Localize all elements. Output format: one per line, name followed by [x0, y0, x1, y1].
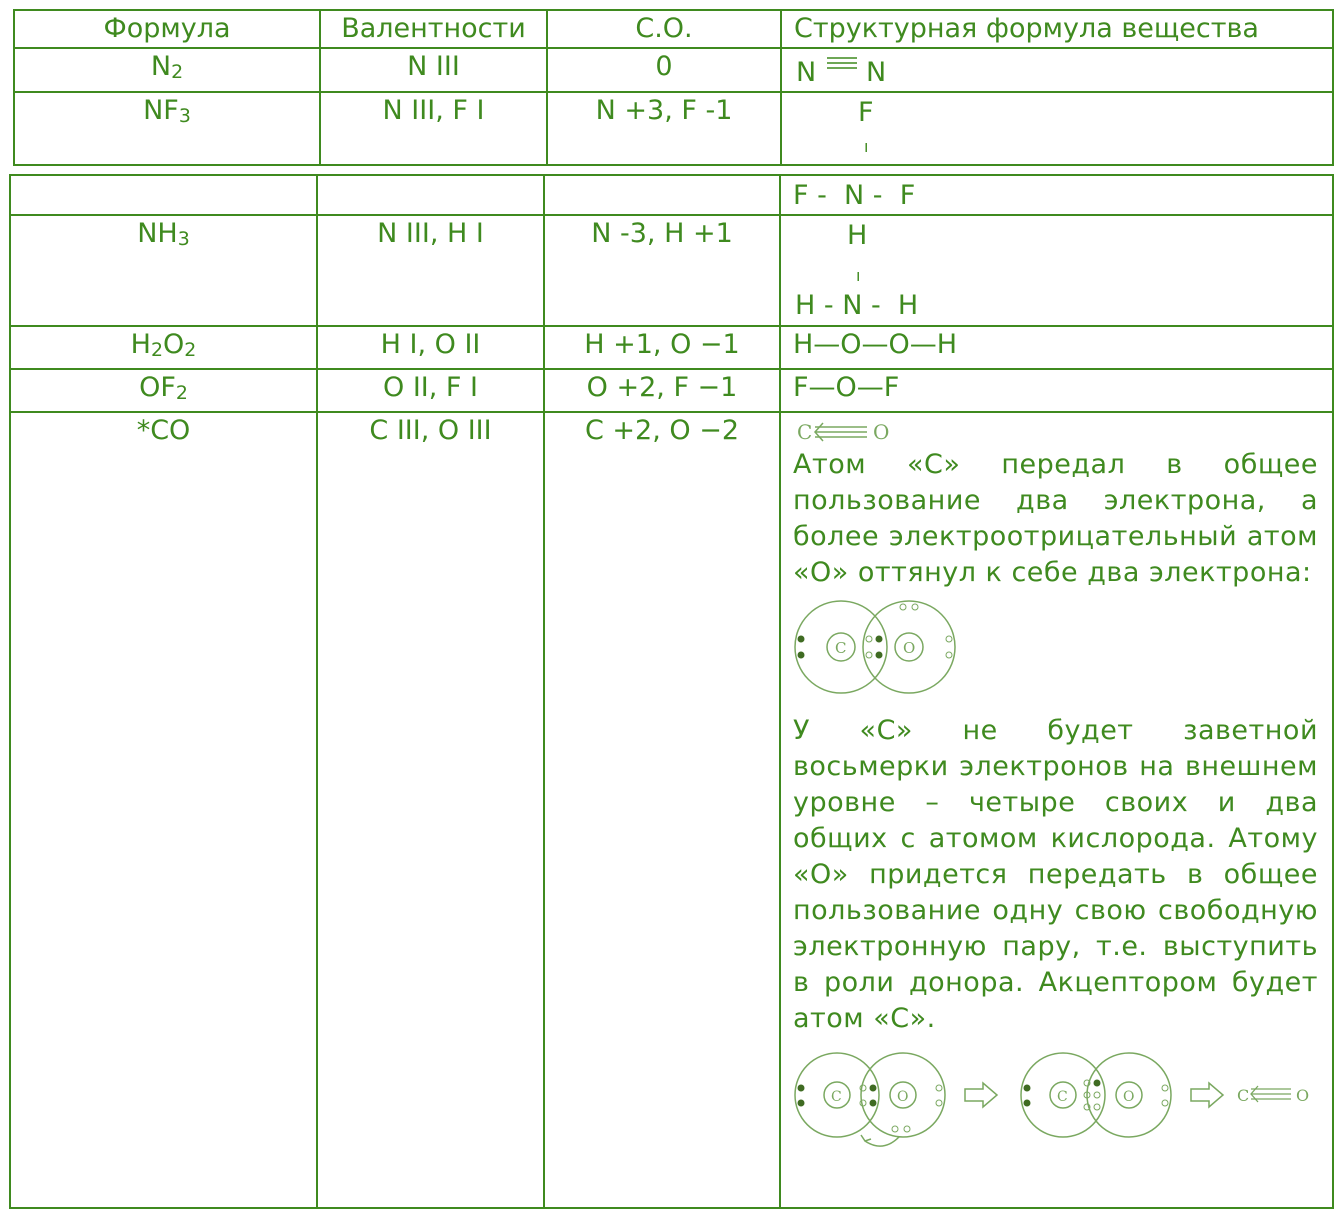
- structure-cell: [780, 215, 1333, 326]
- nh3-structure: H ı H - N - H: [795, 220, 919, 321]
- formula-cell: *CO: [10, 412, 317, 1208]
- ox-cell: C +2, O −2: [544, 412, 780, 1208]
- electron-diagram-2: [793, 1043, 1323, 1153]
- table-row: [14, 92, 1333, 165]
- table-row: [10, 215, 1333, 326]
- structure-cell: H—O—O—H: [780, 326, 1333, 369]
- triple-bond-icon: [826, 55, 858, 71]
- svg-text:O: O: [1296, 1085, 1310, 1105]
- ox-cell: N -3, H +1: [544, 215, 780, 326]
- valence-cell: N III, F I: [320, 92, 547, 165]
- header-row: [14, 10, 1333, 48]
- formula-cell: [10, 175, 317, 215]
- chem-table-part-2: [9, 174, 1334, 1209]
- valence-cell: O II, F I: [317, 369, 544, 412]
- ox-cell: 0: [547, 48, 781, 92]
- ox-cell: O +2, F −1: [544, 369, 780, 412]
- svg-text:O: O: [903, 638, 916, 657]
- nf3-structure-top: F ı: [858, 97, 874, 156]
- structure-cell: [780, 175, 1333, 215]
- arrow-right-icon: [1191, 1083, 1223, 1107]
- header-structure: Структурная формула вещества: [781, 10, 1333, 48]
- svg-text:C: C: [835, 638, 847, 657]
- nf3-structure-bottom: F - N - F: [793, 180, 916, 211]
- valence-cell: [317, 175, 544, 215]
- svg-text:O: O: [897, 1088, 909, 1105]
- valence-cell: N III, H I: [317, 215, 544, 326]
- svg-text:C: C: [1237, 1085, 1250, 1105]
- formula-cell: $N_2$: [14, 48, 320, 92]
- table-row: [14, 48, 1333, 92]
- header-valence: Валентности: [320, 10, 547, 48]
- formula-cell: $OF_2$: [10, 369, 317, 412]
- formula-cell: $H_2O_2$: [10, 326, 317, 369]
- ox-cell: [544, 175, 780, 215]
- chem-table-part-1: [13, 9, 1334, 166]
- svg-text:C: C: [797, 419, 813, 444]
- svg-text:O: O: [873, 419, 890, 444]
- table-row: [10, 326, 1333, 369]
- header-formula: Формула: [14, 10, 320, 48]
- svg-text:C: C: [831, 1088, 842, 1105]
- co-description-2: У «С» не будет заветной восьмерки электронов на внешнем уровне – четыре своих и два общих с атомом кислорода. Атому «О» придется передать в общее пользование одну свою свободную электронную пару, т.е. выступить в роли донора. Акцептором будет атом «С».: [793, 714, 1318, 1034]
- table-row: [10, 175, 1333, 215]
- structure-cell: [781, 92, 1333, 165]
- valence-cell: H I, O II: [317, 326, 544, 369]
- n2-structure: N N: [796, 57, 887, 88]
- ox-cell: N +3, F -1: [547, 92, 781, 165]
- electron-diagram-1: [793, 593, 973, 703]
- co-bond-diagram: [793, 417, 903, 447]
- valence-cell: C III, O III: [317, 412, 544, 1208]
- structure-cell: [781, 48, 1333, 92]
- arrow-right-icon: [965, 1083, 997, 1107]
- bond-vertical-icon: ı: [856, 266, 861, 285]
- svg-text:O: O: [1123, 1088, 1135, 1105]
- bond-vertical-icon: ı: [864, 137, 869, 156]
- structure-cell: [780, 412, 1333, 1208]
- valence-cell: N III: [320, 48, 547, 92]
- formula-cell: $NF_3$: [14, 92, 320, 165]
- header-ox-state: С.О.: [547, 10, 781, 48]
- co-description-1: Атом «С» передал в общее пользование два электрона, а более электроотрицательный атом «О» оттянул к себе два электрона:: [793, 448, 1318, 588]
- ox-cell: H +1, O −1: [544, 326, 780, 369]
- table-row: [10, 412, 1333, 1208]
- structure-cell: F—O—F: [780, 369, 1333, 412]
- formula-cell: $NH_3$: [10, 215, 317, 326]
- table-row: [10, 369, 1333, 412]
- svg-text:C: C: [1057, 1088, 1068, 1105]
